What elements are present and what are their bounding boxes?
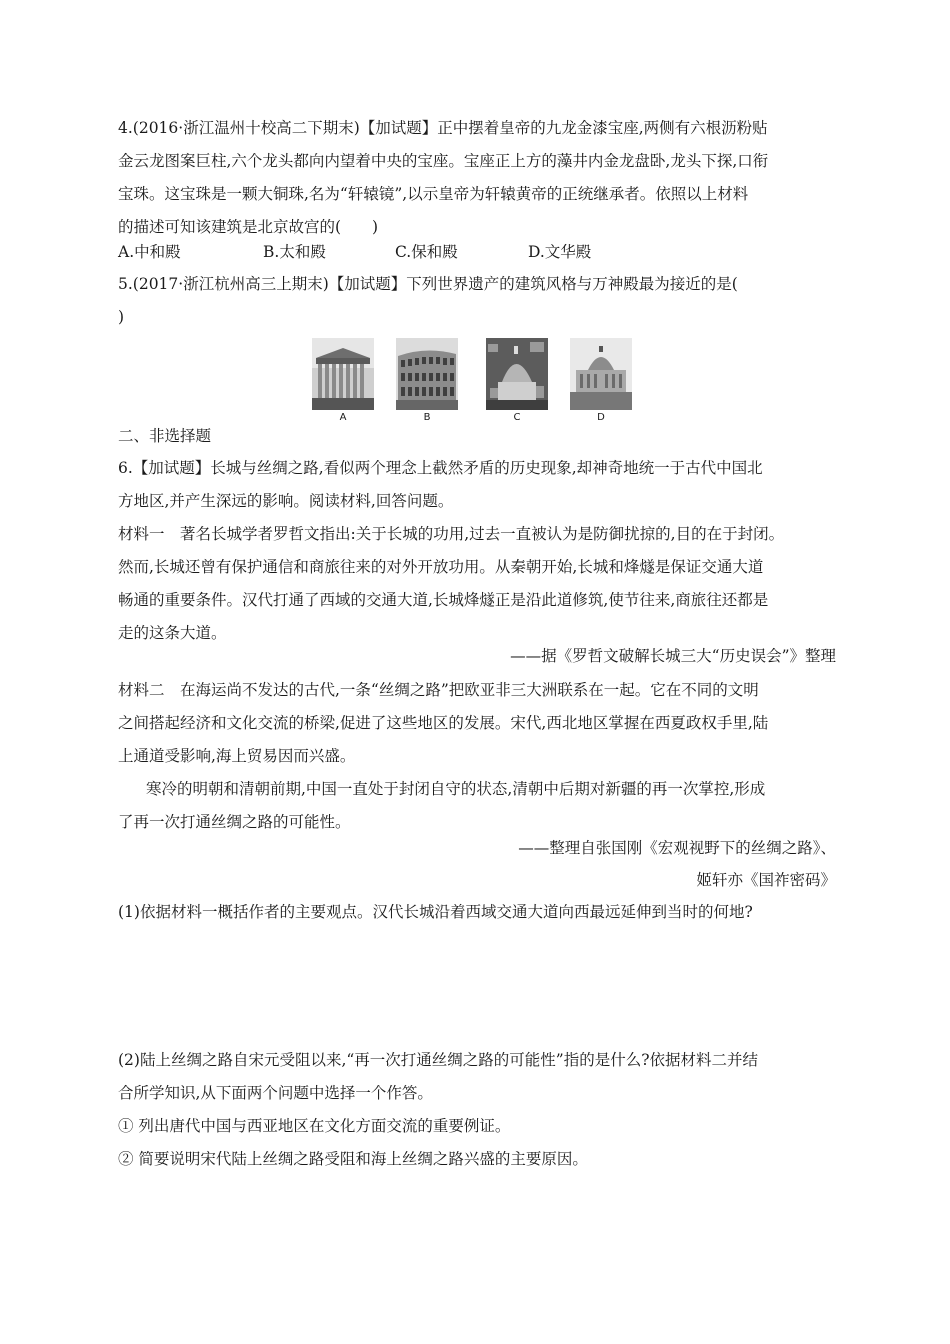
material-1-line: 走的这条大道。 [118,624,227,642]
material-1-line: 材料一 著名长城学者罗哲文指出:关于长城的功用,过去一直被认为是防御扰掠的,目的在于封闭。 [118,525,785,543]
sub-question-2 [118,1044,836,1176]
sub-question-1-text: (1)依据材料一概括作者的主要观点。汉代长城沿着西域交通大道向西最远延伸到当时的何地? [118,903,753,921]
question-6 [118,452,836,650]
q4-option-b: B.太和殿 [263,243,326,261]
q4-line: 的描述可知该建筑是北京故宫的( ) [118,218,379,236]
figure-label-d: D [597,412,605,423]
q4-option-a: A.中和殿 [118,243,181,261]
sub-question-1 [118,896,836,929]
section-title: 二、非选择题 [118,427,212,445]
material-2-source-cont: 姬轩亦《国祚密码》 [696,871,836,889]
question-4-options [118,236,836,269]
q4-line: 宝珠。这宝珠是一颗大铜珠,名为“轩辕镜”,以示皇帝为轩辕黄帝的正统继承者。依照以上材料 [118,185,749,203]
material-2-line: 寒冷的明朝和清朝前期,中国一直处于封闭自守的状态,清朝中后期对新疆的再一次掌控,形成 [146,780,766,798]
figure-label-a: A [339,412,347,423]
material-1-line: 然而,长城还曾有保护通信和商旅往来的对外开放功用。从秦朝开始,长城和烽燧是保证交通大道 [118,558,764,576]
material-1-source: ——据《罗哲文破解长城三大“历史误会”》整理 [510,647,836,665]
question-5 [118,268,836,334]
question-4 [118,112,836,244]
section-2-heading [118,420,836,453]
q6-intro-line: 方地区,并产生深远的影响。阅读材料,回答问题。 [118,492,454,510]
parthenon-photo [312,338,374,410]
sub-question-2-line: (2)陆上丝绸之路自宋元受阻以来,“再一次打通丝绸之路的可能性”指的是什么?依据材料二并结 [118,1051,759,1069]
choice-2: ② 简要说明宋代陆上丝绸之路受阻和海上丝绸之路兴盛的主要原因。 [118,1150,588,1168]
material-2-line: 材料二 在海运尚不发达的古代,一条“丝绸之路”把欧亚非三大洲联系在一起。它在不同的文明 [118,681,759,699]
figure-label-b: B [423,412,431,423]
q4-line: 4.(2016·浙江温州十校高二下期末)【加试题】正中摆着皇帝的九龙金漆宝座,两侧有六根沥粉贴 [118,119,768,137]
material-2-line: 了再一次打通丝绸之路的可能性。 [118,813,351,831]
material-2-line: 上通道受影响,海上贸易因而兴盛。 [118,747,356,765]
material-2 [118,674,836,839]
material-2-source: ——整理自张国刚《宏观视野下的丝绸之路》、 [518,839,836,857]
st-peters-basilica-photo [570,338,632,410]
q4-line: 金云龙图案巨柱,六个龙头都向内望着中央的宝座。宝座正上方的藻井内金龙盘卧,龙头下探,口衔 [118,152,769,170]
sub-question-2-line: 合所学知识,从下面两个问题中选择一个作答。 [118,1084,433,1102]
figure-label-c: C [513,412,521,423]
q5-line: 5.(2017·浙江杭州高三上期末)【加试题】下列世界遗产的建筑风格与万神殿最为接近的是( [118,275,738,293]
colosseum-photo [396,338,458,410]
q5-figure-row [312,338,642,430]
q5-line: ) [118,308,125,326]
q6-intro-line: 6.【加试题】长城与丝绸之路,看似两个理念上截然矛盾的历史现象,却神奇地统一于古代中国北 [118,459,763,477]
material-2-line: 之间搭起经济和文化交流的桥梁,促进了这些地区的发展。宋代,西北地区掌握在西夏政权手里,陆 [118,714,769,732]
florence-cathedral-photo [486,338,548,410]
choice-1: ① 列出唐代中国与西亚地区在文化方面交流的重要例证。 [118,1117,511,1135]
material-1-line: 畅通的重要条件。汉代打通了西域的交通大道,长城烽燧正是沿此道修筑,使节往来,商旅往还都是 [118,591,769,609]
q4-option-d: D.文华殿 [528,243,592,261]
q4-option-c: C.保和殿 [395,243,458,261]
